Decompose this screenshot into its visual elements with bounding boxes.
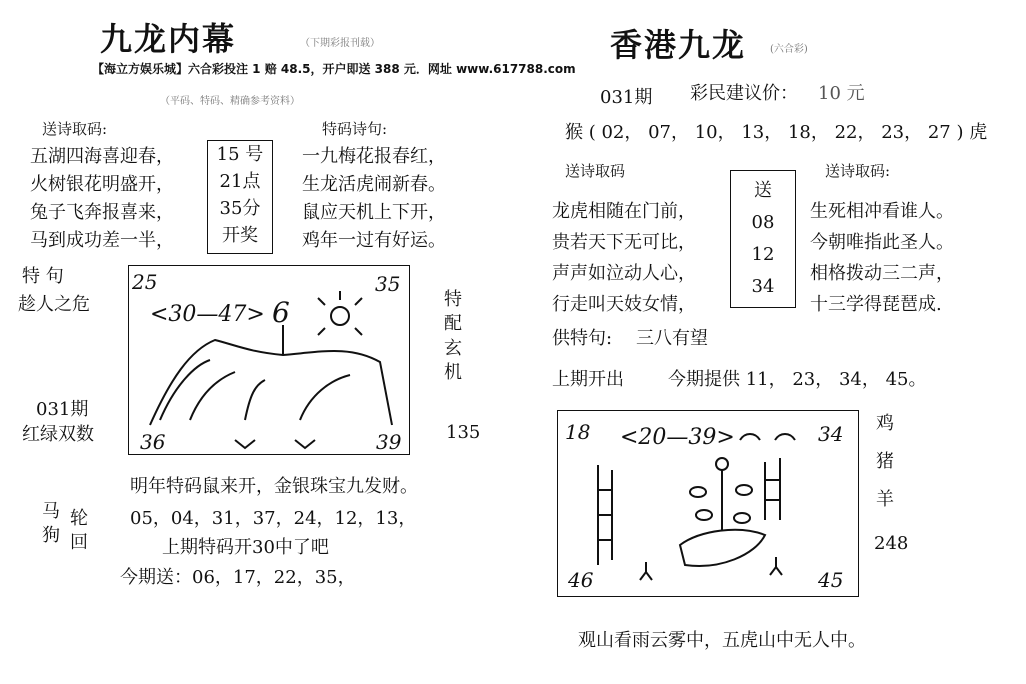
left-corner-tl: 25 — [132, 270, 158, 294]
last-label: 上期开出 — [552, 369, 624, 390]
poem-line: 五湖四海喜迎春， — [30, 146, 174, 167]
poem-line: 龙虎相随在门前， — [552, 201, 696, 222]
poem-line: 行走叫天妓女情， — [552, 294, 696, 315]
left-subtitle: （下期彩报刊载） — [300, 38, 380, 49]
poem-line: 鸡年一过有好运。 — [302, 230, 446, 251]
left-corner-tr: 35 — [375, 272, 401, 296]
poem-line: 火树银花明盛开， — [30, 174, 174, 195]
right-footer-poem: 观山看雨云雾中，五虎山中无人中。 — [578, 630, 866, 651]
time-line: 15 号 — [216, 144, 264, 165]
last-special: 上期特码开30中了吧 — [162, 537, 329, 558]
send-line: 12 — [751, 244, 775, 265]
right-side-vertical — [876, 405, 894, 519]
price-label: 彩民建议价： — [690, 83, 798, 104]
right-title: 香港九龙 — [610, 26, 747, 64]
poem-line: 马到成功差一半， — [30, 230, 174, 251]
bottom-numbers: 05，04，31，37，24，12，13， — [130, 508, 417, 529]
left-corner-bl: 36 — [140, 430, 166, 454]
side-char: 特 — [444, 289, 462, 310]
side-char: 羊 — [876, 489, 894, 510]
side-char: 配 — [444, 313, 462, 335]
right-poem-label: 送诗取码 — [565, 162, 626, 180]
side-char: 机 — [444, 361, 462, 383]
lunhui-char: 回 — [70, 532, 88, 554]
provide-line: 今期提供 11， 23， 34， 45。 — [668, 369, 927, 390]
left-side-number: 135 — [446, 422, 481, 443]
left-issue-note: 红绿双数 — [22, 424, 94, 445]
left-digit: 6 — [272, 296, 290, 329]
left-issue: 031期 — [36, 399, 89, 420]
poem-line: 今朝唯指此圣人。 — [810, 232, 954, 253]
zodiac-char: 马 — [42, 501, 60, 522]
side-char: 猪 — [876, 451, 894, 472]
poem-line: 相格拨动三二声， — [810, 263, 954, 284]
left-poem-label: 送诗取码: — [42, 120, 108, 138]
right-corner-tl: 18 — [565, 420, 591, 444]
right-corner-tr: 34 — [818, 422, 844, 446]
poem-line: 鼠应天机上下开， — [302, 202, 446, 223]
time-line: 21点 — [219, 171, 261, 192]
left-corner-br: 39 — [376, 430, 402, 454]
left-caption: （平码、特码、精确参考资料） — [160, 96, 300, 107]
time-line: 开奖 — [222, 225, 258, 246]
bottom-poem: 明年特码鼠来开，金银珠宝九发财。 — [130, 476, 418, 497]
zodiac-char: 狗 — [42, 525, 60, 547]
supply-text: 三八有望 — [636, 328, 708, 349]
send-line: 送 — [754, 180, 772, 201]
poem-line: 兔子飞奔报喜来， — [30, 202, 174, 223]
right-side-number: 248 — [874, 533, 909, 554]
poem-line: 生龙活虎闹新春。 — [302, 174, 446, 195]
poem-line: 十三学得琵琶成. — [810, 294, 942, 315]
time-line: 35分 — [219, 198, 261, 219]
special-poem-label: 特码诗句: — [322, 120, 388, 138]
this-issue-send: 今期送：06，17，22，35， — [120, 567, 356, 588]
left-title: 九龙内幕 — [100, 20, 237, 58]
ad-banner: 【海立方娱乐城】六合彩投注 1 赔 48.5，开户即送 388 元．网址 www.617788.com — [92, 62, 576, 76]
right-poem-right-label: 送诗取码: — [825, 162, 891, 180]
right-title-note: (六合彩) — [770, 44, 808, 55]
poem-line: 一九梅花报春红， — [302, 146, 446, 167]
right-corner-br: 45 — [818, 568, 844, 592]
special-label: 特 句 — [22, 266, 64, 287]
lunhui-char: 轮 — [70, 508, 88, 529]
side-char: 玄 — [444, 337, 462, 359]
left-range: <30—47> — [150, 302, 265, 327]
poem-line: 贵若天下无可比， — [552, 232, 696, 253]
right-corner-bl: 46 — [568, 568, 594, 592]
zodiac-line: 猴 ( 02， 07， 10， 13， 18， 22， 23， 27 ) 虎 — [565, 122, 988, 143]
poem-line: 声声如泣动人心， — [552, 263, 696, 284]
poem-line: 生死相冲看谁人。 — [810, 201, 954, 222]
send-line: 34 — [751, 276, 775, 297]
special-text: 趁人之危 — [18, 294, 90, 315]
right-range: <20—39> — [620, 425, 735, 450]
supply-label: 供特句: — [552, 328, 613, 349]
send-line: 08 — [751, 212, 775, 233]
side-char: 鸡 — [876, 413, 894, 434]
price-value: 10 元 — [818, 83, 865, 104]
right-issue: 031期 — [600, 87, 653, 108]
